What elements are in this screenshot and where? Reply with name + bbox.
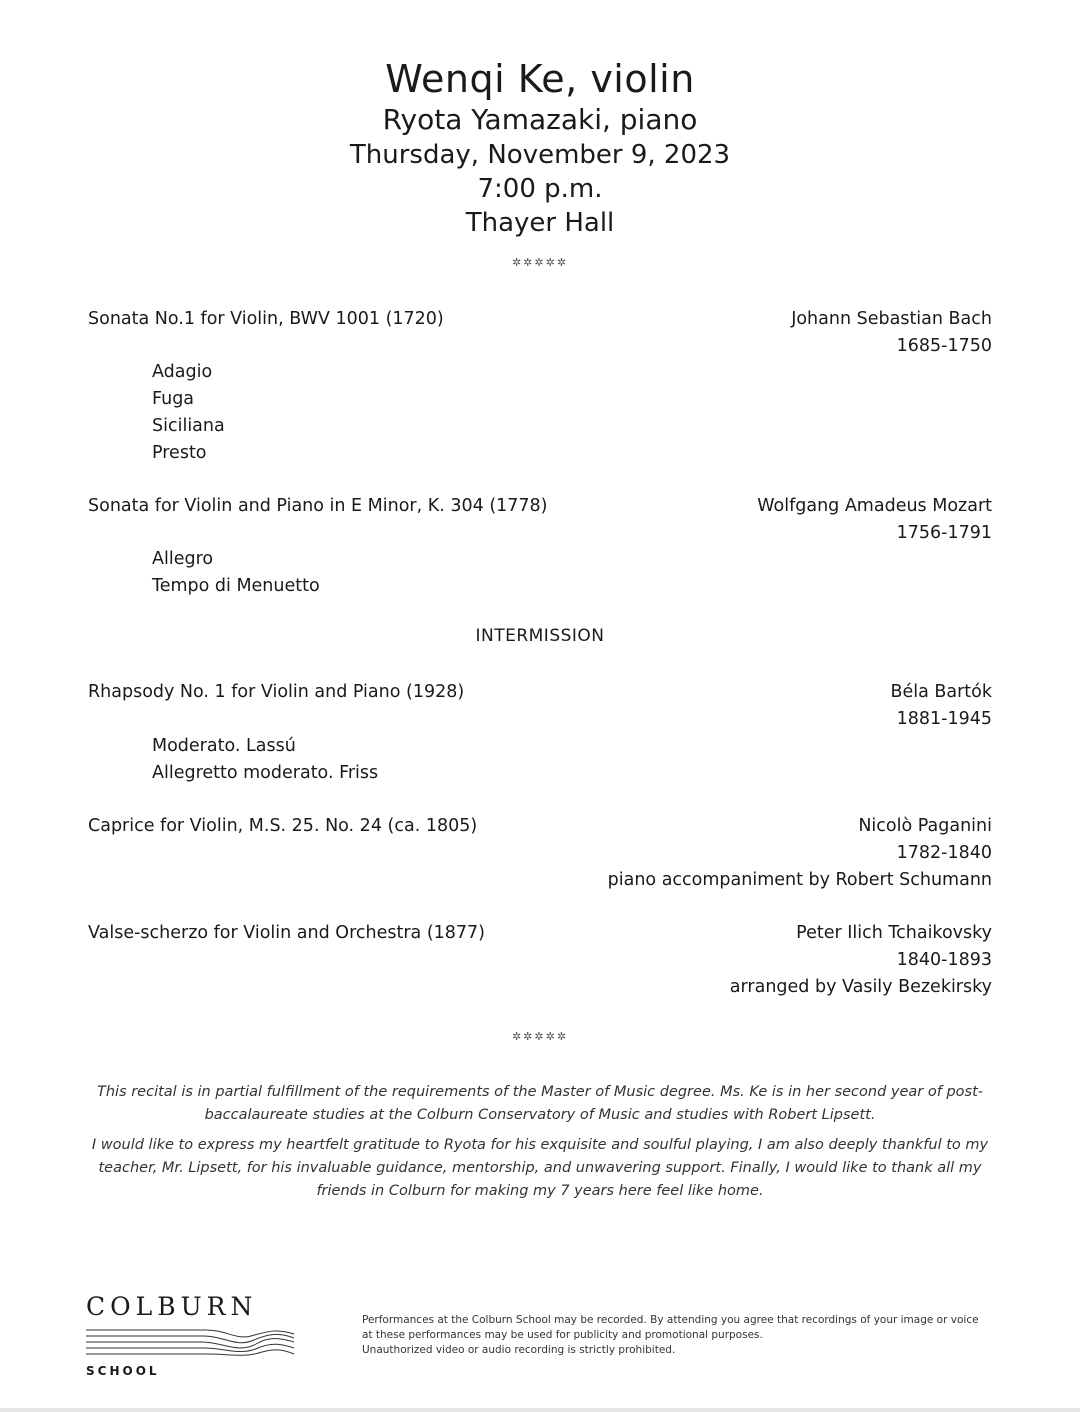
composer-block <box>757 493 992 547</box>
composer-name: Béla Bartók <box>890 682 992 702</box>
movement: Tempo di Menuetto <box>152 576 320 596</box>
page-bottom-edge <box>0 1408 1080 1412</box>
piece-title: Sonata for Violin and Piano in E Minor, K. 304 (1778) <box>88 496 548 516</box>
composer-dates: 1756-1791 <box>896 523 992 543</box>
arrangement-note: piano accompaniment by Robert Schumann <box>607 870 992 890</box>
acknowledgement-note <box>90 1134 990 1203</box>
acknowledgement-line: friends in Colburn for making my 7 years here feel like home. <box>316 1183 764 1199</box>
acknowledgement-line: I would like to express my heartfelt gratitude to Ryota for his exquisite and soulful playing, I am also deeply thankful to my <box>91 1137 989 1153</box>
piece-title: Rhapsody No. 1 for Violin and Piano (1928) <box>88 682 465 702</box>
disclaimer-line: Performances at the Colburn School may be recorded. By attending you agree that recordings of your image or voice <box>362 1314 979 1326</box>
movement: Moderato. Lassú <box>152 736 296 756</box>
composer-name: Wolfgang Amadeus Mozart <box>757 496 992 516</box>
piece-title: Sonata No.1 for Violin, BWV 1001 (1720) <box>88 309 444 329</box>
composer-dates: 1840-1893 <box>896 950 992 970</box>
concert-date: Thursday, November 9, 2023 <box>349 140 731 170</box>
composer-name: Johann Sebastian Bach <box>791 309 992 329</box>
program-header <box>0 56 1080 240</box>
acknowledgement-line: teacher, Mr. Lipsett, for his invaluable guidance, mentorship, and unwavering support. Finally, I would like to thank all my <box>98 1160 982 1176</box>
logo-wordmark: COLBURN <box>86 1292 258 1321</box>
piece-title: Caprice for Violin, M.S. 25. No. 24 (ca. 1805) <box>88 816 478 836</box>
performer-violin: Wenqi Ke, violin <box>385 57 695 101</box>
composer-dates: 1881-1945 <box>896 709 992 729</box>
logo-waves-icon <box>86 1326 296 1360</box>
disclaimer-line: at these performances may be used for publicity and promotional purposes. <box>362 1329 763 1341</box>
movement: Allegro <box>152 549 214 569</box>
header-divider: ✲✲✲✲✲ <box>511 256 569 269</box>
composer-dates: 1782-1840 <box>896 843 992 863</box>
colburn-logo <box>86 1292 306 1384</box>
composer-dates: 1685-1750 <box>896 336 992 356</box>
logo-subtitle: SCHOOL <box>86 1364 160 1378</box>
movement: Allegretto moderato. Friss <box>152 763 379 783</box>
movement: Siciliana <box>152 416 225 436</box>
recital-note-line: This recital is in partial fulfillment of the requirements of the Master of Music degree. Ms. Ke is in her second year of post- <box>96 1084 983 1100</box>
composer-block <box>730 920 992 1001</box>
movement-list <box>152 733 378 787</box>
composer-block <box>890 679 992 733</box>
movement-list <box>152 546 320 600</box>
footer-divider: ✲✲✲✲✲ <box>511 1030 569 1043</box>
composer-block <box>791 306 992 360</box>
composer-name: Nicolò Paganini <box>858 816 992 836</box>
intermission-label: INTERMISSION <box>475 626 605 646</box>
recording-disclaimer <box>362 1313 1002 1358</box>
concert-venue: Thayer Hall <box>465 208 615 238</box>
recital-note-line: baccalaureate studies at the Colburn Conservatory of Music and studies with Robert Lipsett. <box>204 1107 876 1123</box>
performer-piano: Ryota Yamazaki, piano <box>382 103 698 136</box>
disclaimer-line: Unauthorized video or audio recording is strictly prohibited. <box>362 1344 676 1356</box>
movement: Fuga <box>152 389 195 409</box>
concert-time: 7:00 p.m. <box>477 174 603 204</box>
arrangement-note: arranged by Vasily Bezekirsky <box>729 977 992 997</box>
composer-block <box>608 813 992 894</box>
composer-name: Peter Ilich Tchaikovsky <box>796 923 992 943</box>
movement-list <box>152 359 225 467</box>
piece-title: Valse-scherzo for Violin and Orchestra (1877) <box>88 923 486 943</box>
movement: Adagio <box>152 362 213 382</box>
recital-note <box>90 1081 990 1127</box>
movement: Presto <box>152 443 207 463</box>
